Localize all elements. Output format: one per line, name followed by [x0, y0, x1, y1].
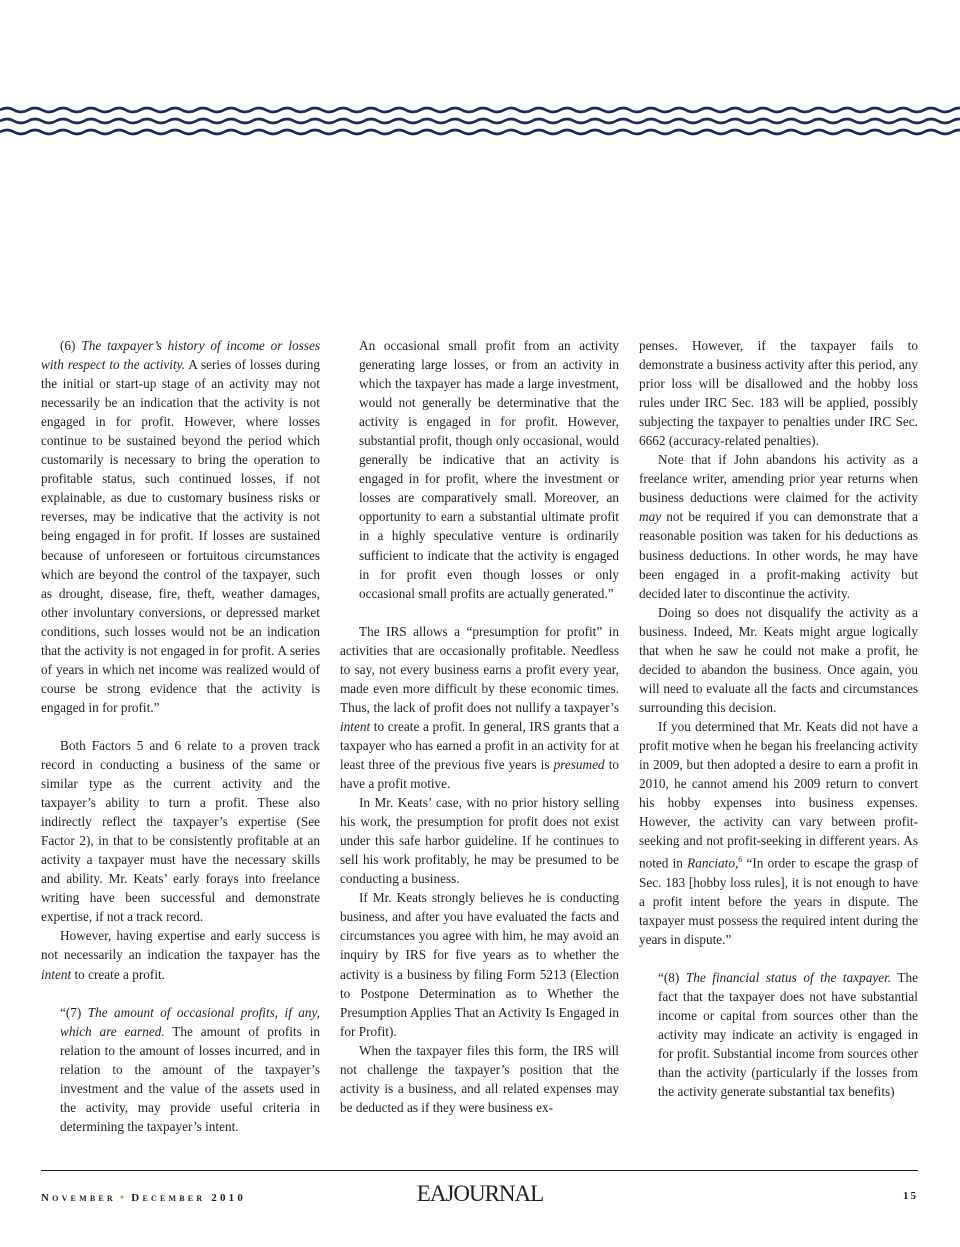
paragraph: In Mr. Keats’ case, with no prior history selling his work, the presumption for profit does not exist under this safe harbor guideline. If he continues to sell his work profitably, he may be presumed to be conducting a business. — [340, 795, 619, 887]
block-quote: “(8) The financial status of the taxpayer. The fact that the taxpayer does not have substantial income or capital from sources other than the activity may indicate an activity is engaged in for profit. Substantial income from sources other than the activity (particularly if the losses from the activity generate substantial tax benefits) — [658, 969, 918, 1100]
article-column-3 — [639, 336, 918, 1101]
article-column-1 — [41, 336, 320, 1136]
paragraph: penses. However, if the taxpayer fails to demonstrate a business activity after this period, any prior loss will be disallowed and the hobby loss rules under IRC Sec. 183 will be applied, possibly subjecting the taxpayer to penalties under IRC Sec. 6662 (accuracy-related penalties). — [639, 338, 918, 449]
article-column-2 — [340, 336, 619, 1117]
paragraph: Note that if John abandons his activity as a freelance writer, amending prior year returns when business deductions were claimed for the activity may not be required if you can demonstrate that a reasonable position was taken for his deductions as business deductions. In other words, he may have been engaged in a profit-making activity but decided later to discontinue the activity. — [639, 452, 918, 601]
paragraph: If you determined that Mr. Keats did not have a profit motive when he began his freelancing activity in 2009, but then adopted a desire to earn a profit in 2010, he cannot amend his 2009 return to convert his hobby expenses into business expenses. However, the activity can vary between profit-seeking and not profit-seeking in different years. As noted in Ranciato,$^6$ “In order to escape the grasp of Sec. 183 [hobby loss rules], it is not enough to have a profit intent before the years in dispute. The taxpayer must possess the required intent during the years in dispute.” — [639, 718, 918, 947]
wave-line — [0, 130, 960, 134]
page-number: 15 — [903, 1190, 918, 1202]
block-quote: “(7) The amount of occasional profits, if any, which are earned. The amount of profits in relation to the amount of losses incurred, and in relation to the amount of the taxpayer’s investment and the value of the assets used in the activity, may provide useful criteria in determining the taxpayer’s intent. — [60, 1004, 320, 1134]
block-quote: An occasional small profit from an activity generating large losses, or from an activity in which the taxpayer has made a large investment, would not generally be determinative that the activity is engaged in for profit. However, substantial profit, though only occasional, would generally be indicative that an activity is engaged in for profit, where the investment or losses are comparatively small. Moreover, an opportunity to earn a substantial ultimate profit in a highly speculative venture is ordinarily sufficient to indicate that the activity is engaged in for profit even though losses or only occasional small profits are actually generated.” — [359, 338, 619, 601]
footnote-ref: 6 — [738, 855, 743, 865]
bullet-separator: • — [119, 1190, 128, 1204]
issue-date: November • December 2010 — [41, 1190, 247, 1204]
paragraph: The IRS allows a “presumption for profit” in activities that are occasionally profitable. Needless to say, not every business earns a profit every year, made even more difficult by these economic times. Thus, the lack of profit does not nullify a taxpayer’s intent to create a profit. In general, IRS grants that a taxpayer who has earned a profit in an activity for at least three of the previous five years is presumed to have a profit motive. — [340, 623, 620, 792]
paragraph: However, having expertise and early success is not necessarily an indication the taxpayer has the intent to create a profit. — [41, 928, 320, 982]
paragraph: (6) The taxpayer’s history of income or losses with respect to the activity. A series of losses during the initial or start-up stage of an activity may not necessarily be an indication that the activity is not engaged in for profit. However, where losses continue to be sustained beyond the period which customarily is necessary to bring the operation to profitable status, such continued losses, if not explainable, as due to customary business risks or reverses, may be indicative that the activity is not being engaged in for profit. If losses are sustained because of unforeseen or fortuitous circumstances which are beyond the control of the taxpayer, such as drought, disease, fire, theft, weather damages, other involuntary conversions, or depressed market conditions, such losses would not be an indication that the activity is not engaged in for profit. A series of years in which net income was realized would of course be strong evidence that the activity is engaged in for profit.” — [41, 338, 321, 715]
wave-line — [0, 108, 960, 112]
wave-line — [0, 119, 960, 123]
paragraph: When the taxpayer files this form, the IRS will not challenge the taxpayer’s position that the activity is a business, and all related expenses may be deducted as if they were business ex- — [340, 1042, 619, 1115]
paragraph: Both Factors 5 and 6 relate to a proven track record in conducting a business of the same or similar type as the current activity and the taxpayer’s ability to turn a profit. These also indirectly reflect the taxpayer’s expertise (See Factor 2), in that to be consistently profitable at an activity a taxpayer must have the necessary skills and ability. Mr. Keats’ early forays into freelance writing have been successful and demonstrate expertise, if not a track record. — [41, 737, 320, 925]
paragraph: If Mr. Keats strongly believes he is conducting business, and after you have evaluated the facts and circumstances you agree with him, he may avoid an inquiry by IRS for five years as to whether the activity is a business by filing Form 5213 (Election to Postpone Determination as to Whether the Presumption Applies That an Activity Is Engaged in for Profit). — [340, 890, 619, 1039]
paragraph: Doing so does not disqualify the activity as a business. Indeed, Mr. Keats might argue logically that when he saw he could not make a profit, he decided to abandon the business. Once again, you will need to evaluate all the facts and circumstances surrounding this decision. — [639, 604, 918, 715]
wave-ornament — [0, 100, 960, 144]
footer-rule — [41, 1170, 918, 1171]
journal-logo: EAJOURNAL — [416, 1181, 544, 1206]
